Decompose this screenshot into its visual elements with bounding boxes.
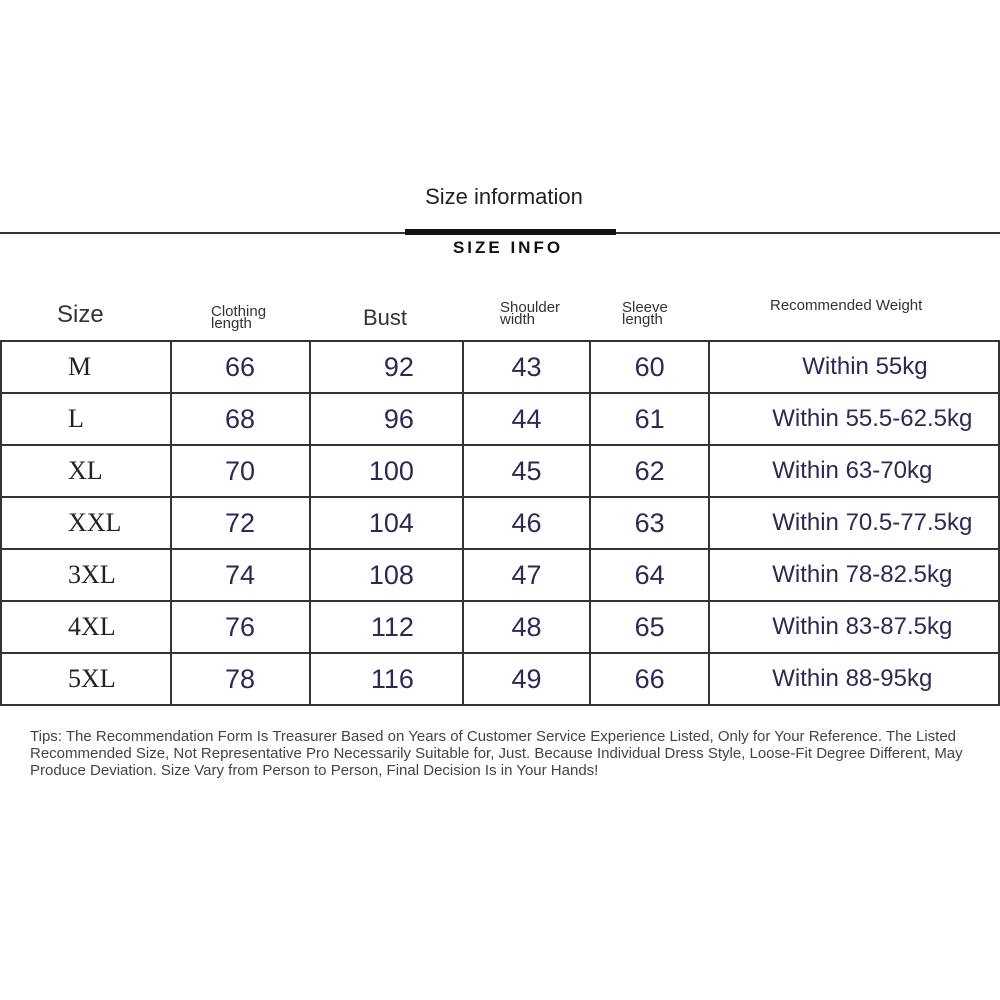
cell-clothing-length: 66 xyxy=(171,341,310,393)
header-size: Size xyxy=(57,301,104,328)
cell-shoulder-width: 43 xyxy=(463,341,590,393)
cell-recommended-weight: Within 55.5-62.5kg xyxy=(709,393,999,445)
cell-clothing-length: 78 xyxy=(171,653,310,705)
header-shoulder-width: Shoulder width xyxy=(500,299,561,328)
page-title: Size information xyxy=(425,184,583,209)
table-row xyxy=(1,445,999,497)
cell-clothing-length: 76 xyxy=(171,601,310,653)
cell-clothing-length: 70 xyxy=(171,445,310,497)
cell-size: 4XL xyxy=(1,601,171,653)
table-row xyxy=(1,653,999,705)
cell-sleeve-length: 62 xyxy=(590,445,709,497)
cell-size: 3XL xyxy=(1,549,171,601)
cell-clothing-length: 72 xyxy=(171,497,310,549)
table-row xyxy=(1,549,999,601)
cell-sleeve-length: 66 xyxy=(590,653,709,705)
divider-accent xyxy=(405,229,616,235)
cell-bust: 116 xyxy=(310,653,463,705)
cell-bust: 112 xyxy=(310,601,463,653)
cell-sleeve-length: 63 xyxy=(590,497,709,549)
cell-sleeve-length: 64 xyxy=(590,549,709,601)
cell-size: 5XL xyxy=(1,653,171,705)
table-row xyxy=(1,601,999,653)
cell-shoulder-width: 47 xyxy=(463,549,590,601)
cell-clothing-length: 74 xyxy=(171,549,310,601)
cell-shoulder-width: 49 xyxy=(463,653,590,705)
cell-shoulder-width: 48 xyxy=(463,601,590,653)
cell-recommended-weight: Within 83-87.5kg xyxy=(709,601,999,653)
cell-recommended-weight: Within 88-95kg xyxy=(709,653,999,705)
page-subtitle: SIZE INFO xyxy=(452,238,564,257)
cell-bust: 96 xyxy=(310,393,463,445)
cell-bust: 92 xyxy=(310,341,463,393)
cell-sleeve-length: 61 xyxy=(590,393,709,445)
cell-sleeve-length: 60 xyxy=(590,341,709,393)
size-table xyxy=(0,340,1000,706)
cell-shoulder-width: 46 xyxy=(463,497,590,549)
cell-bust: 108 xyxy=(310,549,463,601)
cell-bust: 104 xyxy=(310,497,463,549)
header-recommended-weight: Recommended Weight xyxy=(770,297,923,314)
cell-recommended-weight: Within 55kg xyxy=(709,341,999,393)
cell-size: L xyxy=(1,393,171,445)
header-bust: Bust xyxy=(363,305,408,330)
header-clothing-length: Clothing length xyxy=(211,303,267,332)
header-sleeve-length: Sleeve length xyxy=(622,299,668,328)
table-row xyxy=(1,393,999,445)
table-row xyxy=(1,341,999,393)
cell-size: M xyxy=(1,341,171,393)
cell-clothing-length: 68 xyxy=(171,393,310,445)
table-header xyxy=(0,296,1000,340)
cell-size: XXL xyxy=(1,497,171,549)
cell-recommended-weight: Within 70.5-77.5kg xyxy=(709,497,999,549)
cell-size: XL xyxy=(1,445,171,497)
cell-bust: 100 xyxy=(310,445,463,497)
tips-note: Tips: The Recommendation Form Is Treasurer Based on Years of Customer Service Experience Listed, Only for Your Reference. The Listed Recommended Size, Not Representative Pro Necessarily Suitable for, Just. Because Individual Dress Style, Loose-Fit Degree Different, May Produce Deviation. Size Vary from Person to Person, Final Decision Is in Your Hands! xyxy=(30,728,963,779)
cell-shoulder-width: 45 xyxy=(463,445,590,497)
cell-sleeve-length: 65 xyxy=(590,601,709,653)
table-row xyxy=(1,497,999,549)
cell-shoulder-width: 44 xyxy=(463,393,590,445)
cell-recommended-weight: Within 63-70kg xyxy=(709,445,999,497)
cell-recommended-weight: Within 78-82.5kg xyxy=(709,549,999,601)
